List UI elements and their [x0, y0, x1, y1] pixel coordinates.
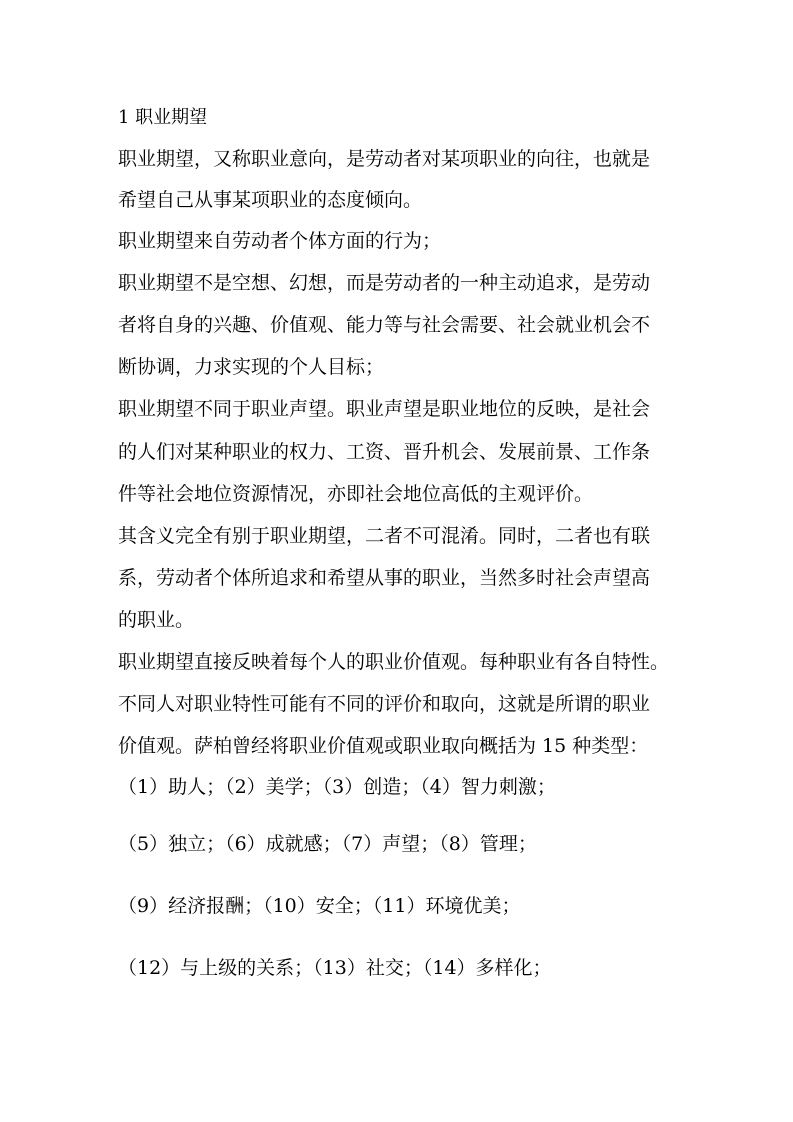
- list-line-1: （1）助人；（2）美学；（3）创造；（4）智力刺激；: [118, 776, 556, 798]
- paragraph-5-line-2: 系，劳动者个体所追求和希望从事的职业，当然多时社会声望高: [118, 567, 651, 589]
- paragraph-2-line-1: 职业期望来自劳动者个体方面的行为；: [118, 230, 442, 252]
- list-line-2: （5）独立；（6）成就感；（7）声望；（8）管理；: [118, 833, 537, 855]
- list-line-4: （12）与上级的关系；（13）社交；（14）多样化；: [118, 957, 552, 979]
- paragraph-3-line-1: 职业期望不是空想、幻想，而是劳动者的一种主动追求，是劳动: [118, 272, 651, 294]
- paragraph-5-line-1: 其含义完全有别于职业期望，二者不可混淆。同时，二者也有联: [118, 525, 651, 547]
- paragraph-4-line-1: 职业期望不同于职业声望。职业声望是职业地位的反映，是社会: [118, 398, 651, 420]
- paragraph-6-line-3: 价值观。萨柏曾经将职业价值观或职业取向概括为 15 种类型：: [118, 735, 649, 757]
- paragraph-1-line-2: 希望自己从事某项职业的态度倾向。: [118, 189, 423, 211]
- paragraph-6-line-2: 不同人对职业特性可能有不同的评价和取向，这就是所谓的职业: [118, 693, 651, 715]
- paragraph-1-line-1: 职业期望，又称职业意向，是劳动者对某项职业的向往，也就是: [118, 148, 651, 170]
- paragraph-4-line-3: 件等社会地位资源情况，亦即社会地位高低的主观评价。: [118, 483, 594, 505]
- list-line-3: （9）经济报酬；（10）安全；（11）环境优美；: [118, 895, 521, 917]
- section-heading: 1 职业期望: [118, 107, 208, 128]
- paragraph-3-line-3: 断协调，力求实现的个人目标；: [118, 356, 385, 378]
- paragraph-4-line-2: 的人们对某种职业的权力、工资、晋升机会、发展前景、工作条: [118, 441, 651, 463]
- paragraph-3-line-2: 者将自身的兴趣、价值观、能力等与社会需要、社会就业机会不: [118, 314, 651, 336]
- paragraph-6-line-1: 职业期望直接反映着每个人的职业价值观。每种职业有各自特性。: [118, 651, 670, 673]
- paragraph-5-line-3: 的职业。: [118, 609, 195, 631]
